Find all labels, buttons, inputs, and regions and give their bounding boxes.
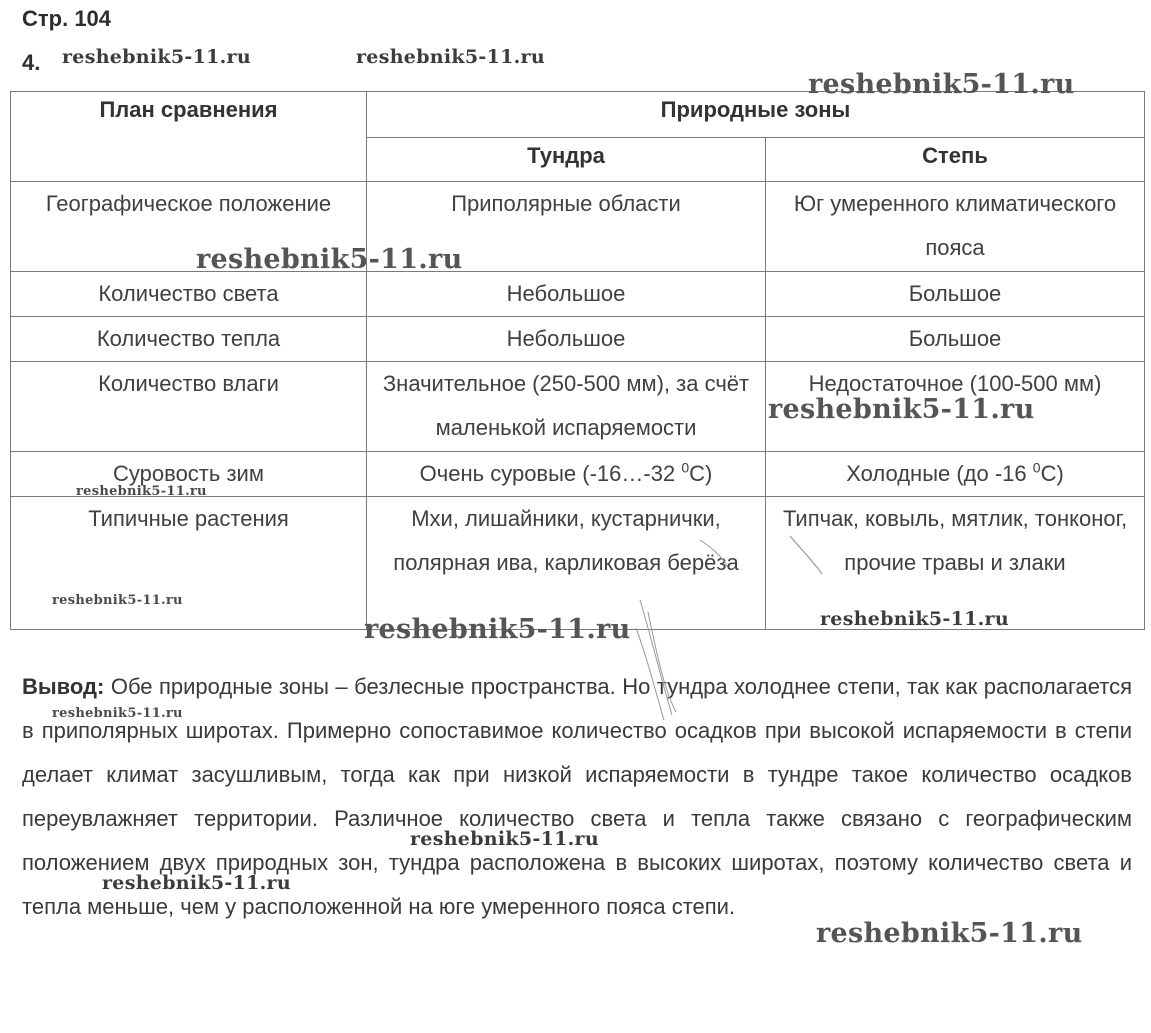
watermark: reshebnik5-11.ru bbox=[52, 706, 183, 721]
row-tundra-value: Мхи, лишайники, кустарнички, полярная ива, карликовая берёза bbox=[367, 497, 766, 630]
row-steppe-value: Типчак, ковыль, мятлик, тонконог, прочие травы и злаки bbox=[766, 497, 1145, 630]
row-steppe-value: Юг умеренного климатического пояса bbox=[766, 182, 1145, 272]
watermark: reshebnik5-11.ru bbox=[356, 46, 545, 68]
row-tundra-value: Очень суровые (-16…-32 $^0$С) bbox=[367, 452, 766, 497]
row-steppe-value: Недостаточное (100-500 мм) bbox=[766, 362, 1145, 452]
degree-superscript: 0 bbox=[681, 459, 690, 476]
degree-superscript: 0 bbox=[1032, 459, 1041, 476]
row-criterion: Суровость зим bbox=[11, 452, 367, 497]
row-criterion: Количество влаги bbox=[11, 362, 367, 452]
row-criterion: Географическое положение bbox=[11, 182, 367, 272]
watermark: reshebnik5-11.ru bbox=[364, 614, 631, 645]
row-steppe-value: Большое bbox=[766, 317, 1145, 362]
row-steppe-value: Большое bbox=[766, 272, 1145, 317]
row-tundra-value: Приполярные области bbox=[367, 182, 766, 272]
row-tundra-value: Небольшое bbox=[367, 272, 766, 317]
row-criterion: Типичные растения bbox=[11, 497, 367, 630]
watermark: reshebnik5-11.ru bbox=[62, 46, 251, 68]
page-reference: Стр. 104 bbox=[22, 6, 112, 31]
header-natural-zones: Природные зоны bbox=[367, 92, 1145, 138]
row-tundra-value: Значительное (250-500 мм), за счёт маленькой испаряемости bbox=[367, 362, 766, 452]
row-tundra-value: Небольшое bbox=[367, 317, 766, 362]
watermark: reshebnik5-11.ru bbox=[820, 608, 1009, 630]
header-tundra: Тундра bbox=[367, 138, 766, 182]
watermark: reshebnik5-11.ru bbox=[816, 918, 1083, 949]
row-criterion: Количество тепла bbox=[11, 317, 367, 362]
watermark: reshebnik5-11.ru bbox=[76, 484, 207, 499]
row-steppe-value: Холодные (до -16 $^0$С) bbox=[766, 452, 1145, 497]
row-criterion: Количество света bbox=[11, 272, 367, 317]
watermark: reshebnik5-11.ru bbox=[410, 828, 599, 850]
header-plan: План сравнения bbox=[11, 92, 367, 182]
watermark: reshebnik5-11.ru bbox=[102, 872, 291, 894]
watermark: reshebnik5-11.ru bbox=[808, 69, 1075, 100]
header-steppe: Степь bbox=[766, 138, 1145, 182]
watermark: reshebnik5-11.ru bbox=[768, 394, 1035, 425]
watermark: reshebnik5-11.ru bbox=[196, 244, 463, 275]
conclusion-text: Обе природные зоны – безлесные пространства. Но тундра холоднее степи, так как располагается в приполярных широтах. Примерно сопоставимое количество осадков при высокой испаряемости в степи делает климат засушливым, тогда как при низкой испаряемости в тундре такое количество осадков переувлажняет территории. Различное количество света и тепла также связано с географическим положением двух природных зон, тундра расположена в высоких широтах, поэтому количество света и тепла меньше, чем у расположенной на юге умеренного пояса степи. bbox=[22, 674, 1132, 919]
task-number: 4. bbox=[22, 50, 41, 75]
watermark: reshebnik5-11.ru bbox=[52, 593, 183, 608]
conclusion-label: Вывод: bbox=[22, 674, 105, 699]
